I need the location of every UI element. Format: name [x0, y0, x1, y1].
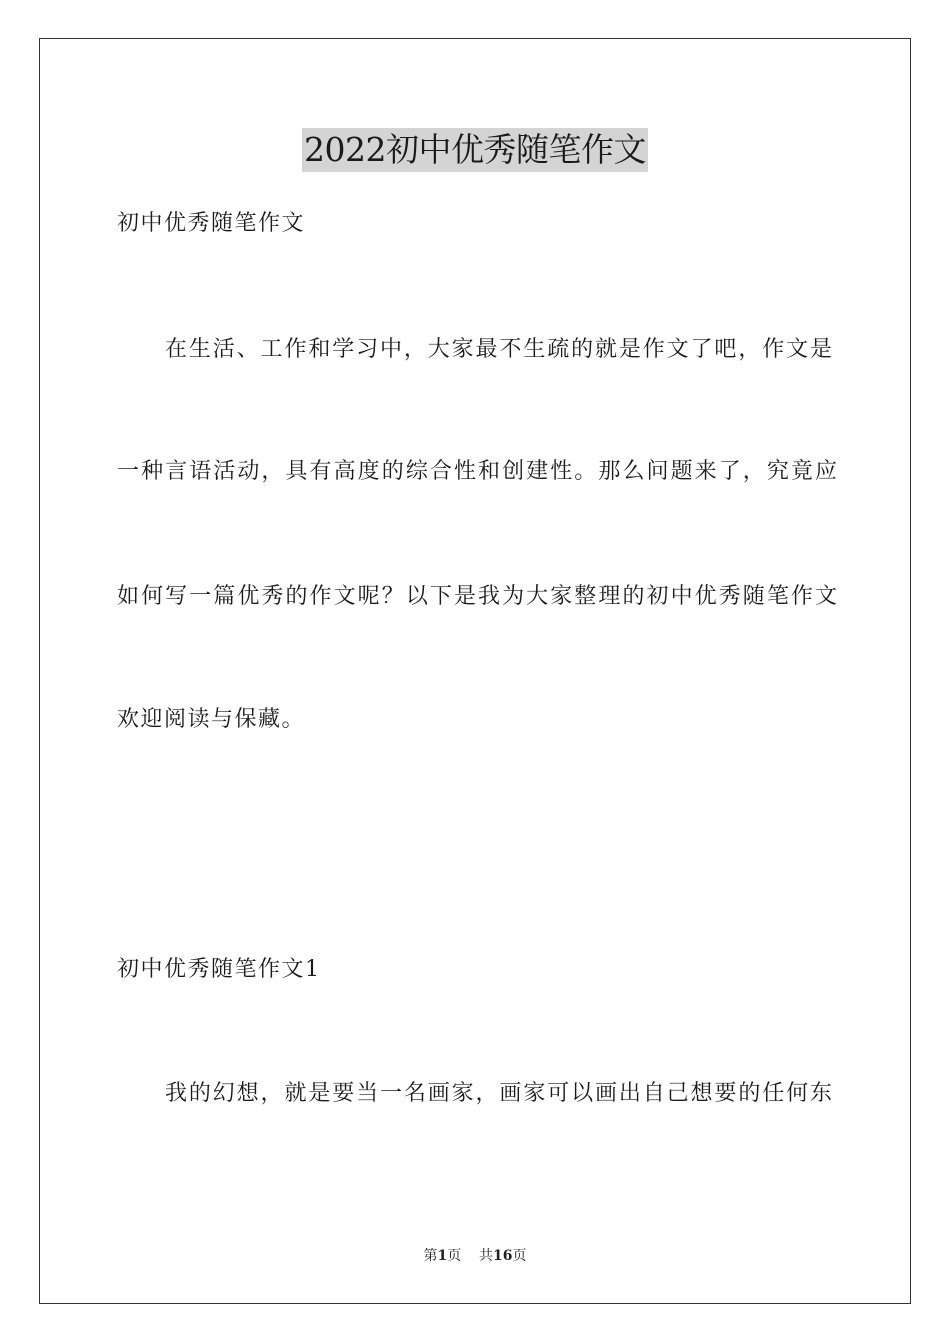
footer-total-pages: 16: [493, 1248, 513, 1264]
section-heading: 初中优秀随笔作文1: [117, 957, 321, 982]
intro-line-2: 一种言语活动，具有高度的综合性和创建性。那么问题来了，究竟应: [117, 459, 837, 484]
document-title: [0, 128, 950, 172]
page-footer: [0, 1246, 950, 1266]
footer-page-prefix: 第: [423, 1248, 438, 1264]
footer-page-number: 1: [437, 1248, 448, 1264]
intro-line-1: 在生活、工作和学习中，大家最不生疏的就是作文了吧，作文是: [165, 337, 832, 362]
intro-line-4: 欢迎阅读与保藏。: [117, 707, 306, 732]
document-title-text: 2022初中优秀随笔作文: [302, 128, 648, 172]
footer-total-prefix: 共: [479, 1248, 494, 1264]
footer-page-suffix: 页: [447, 1248, 462, 1264]
document-subtitle: 初中优秀随笔作文: [117, 211, 306, 236]
section-first-line: 我的幻想，就是要当一名画家，画家可以画出自己想要的任何东: [165, 1081, 832, 1106]
footer-total-suffix: 页: [512, 1248, 527, 1264]
intro-line-3: 如何写一篇优秀的作文呢？以下是我为大家整理的初中优秀随笔作文: [117, 584, 837, 609]
